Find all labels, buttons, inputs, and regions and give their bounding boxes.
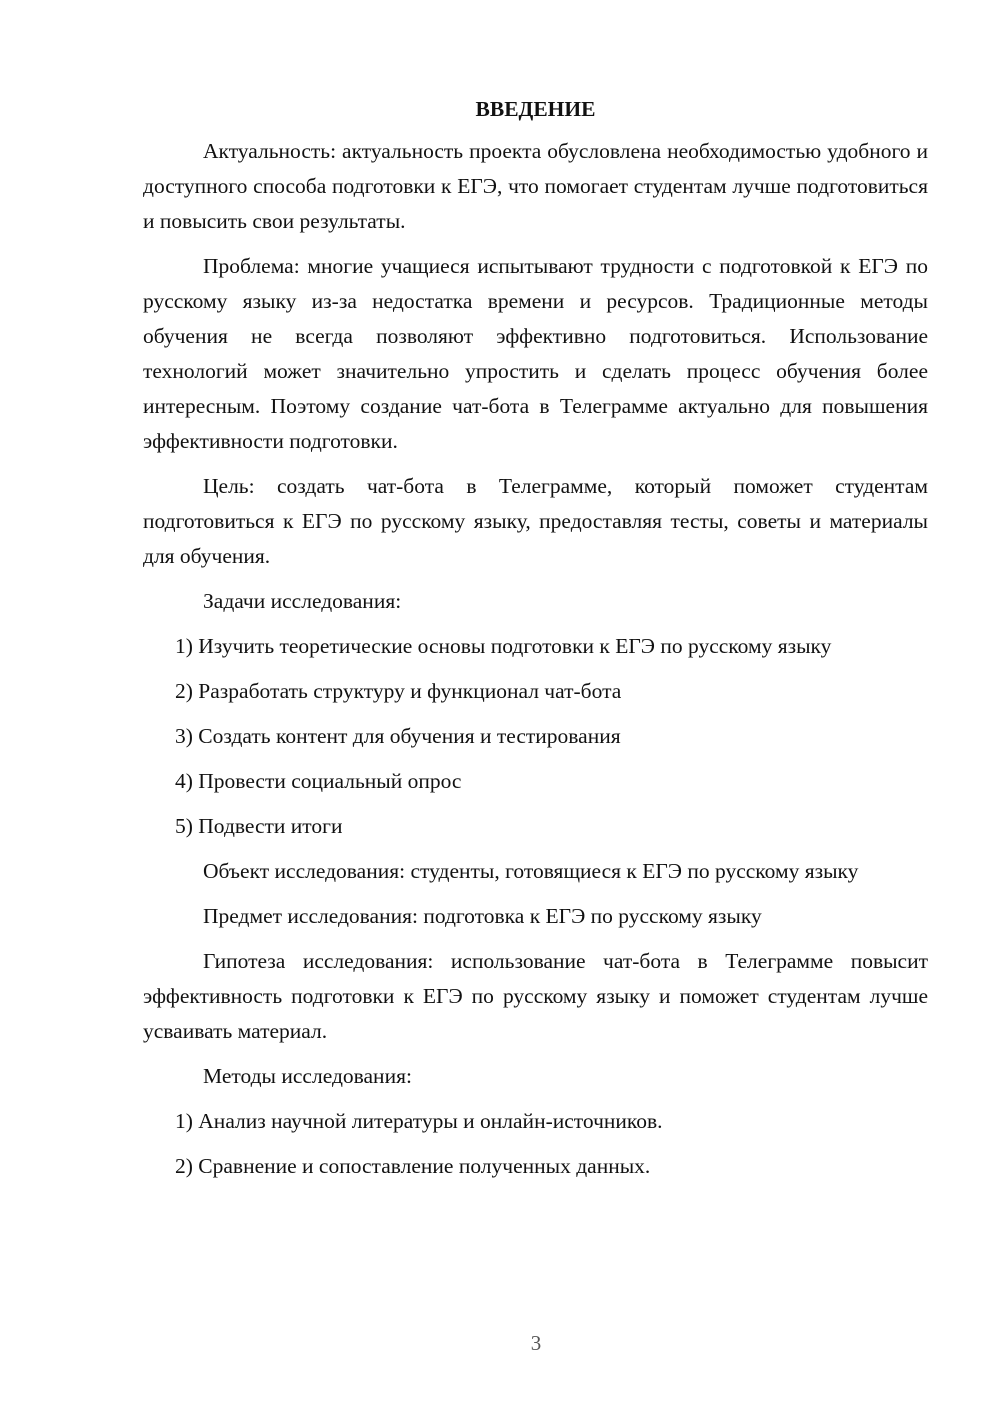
hypothesis-paragraph: Гипотеза исследования: использование чат-бота в Телеграмме повысит эффективность подготовки к ЕГЭ по русскому языку и поможет студентам лучше усваивать материал. bbox=[143, 949, 928, 1043]
problem-paragraph: Проблема: многие учащиеся испытывают трудности с подготовкой к ЕГЭ по русскому языку из-за недостатка времени и ресурсов. Традиционные методы обучения не всегда позволяют эффективно подготовиться. Использование технологий может значительно упростить и сделать процесс обучения более интересным. Поэтому создание чат-бота в Телеграмме актуально для повышения эффективности подготовки. bbox=[143, 254, 928, 453]
task-item-1: 1) Изучить теоретические основы подготовки к ЕГЭ по русскому языку bbox=[175, 634, 832, 658]
method-item-2: 2) Сравнение и сопоставление полученных данных. bbox=[175, 1154, 651, 1178]
task-item-2: 2) Разработать структуру и функционал чат-бота bbox=[175, 679, 622, 703]
object-paragraph: Объект исследования: студенты, готовящиеся к ЕГЭ по русскому языку bbox=[203, 859, 859, 883]
method-item-1: 1) Анализ научной литературы и онлайн-источников. bbox=[175, 1109, 663, 1133]
task-item-5: 5) Подвести итоги bbox=[175, 814, 343, 838]
task-item-3: 3) Создать контент для обучения и тестирования bbox=[175, 724, 621, 748]
relevance-paragraph: Актуальность: актуальность проекта обусловлена необходимостью удобного и доступного способа подготовки к ЕГЭ, что помогает студентам лучше подготовиться и повысить свои результаты. bbox=[143, 139, 928, 233]
methods-title: Методы исследования: bbox=[203, 1064, 412, 1088]
subject-paragraph: Предмет исследования: подготовка к ЕГЭ по русскому языку bbox=[203, 904, 762, 928]
goal-paragraph: Цель: создать чат-бота в Телеграмме, который поможет студентам подготовиться к ЕГЭ по русскому языку, предоставляя тесты, советы и материалы для обучения. bbox=[143, 474, 928, 568]
page-number: 3 bbox=[530, 1331, 542, 1355]
task-item-4: 4) Провести социальный опрос bbox=[175, 769, 462, 793]
document-page bbox=[143, 92, 928, 1194]
section-heading: ВВЕДЕНИЕ bbox=[475, 97, 596, 121]
tasks-title: Задачи исследования: bbox=[203, 589, 402, 613]
